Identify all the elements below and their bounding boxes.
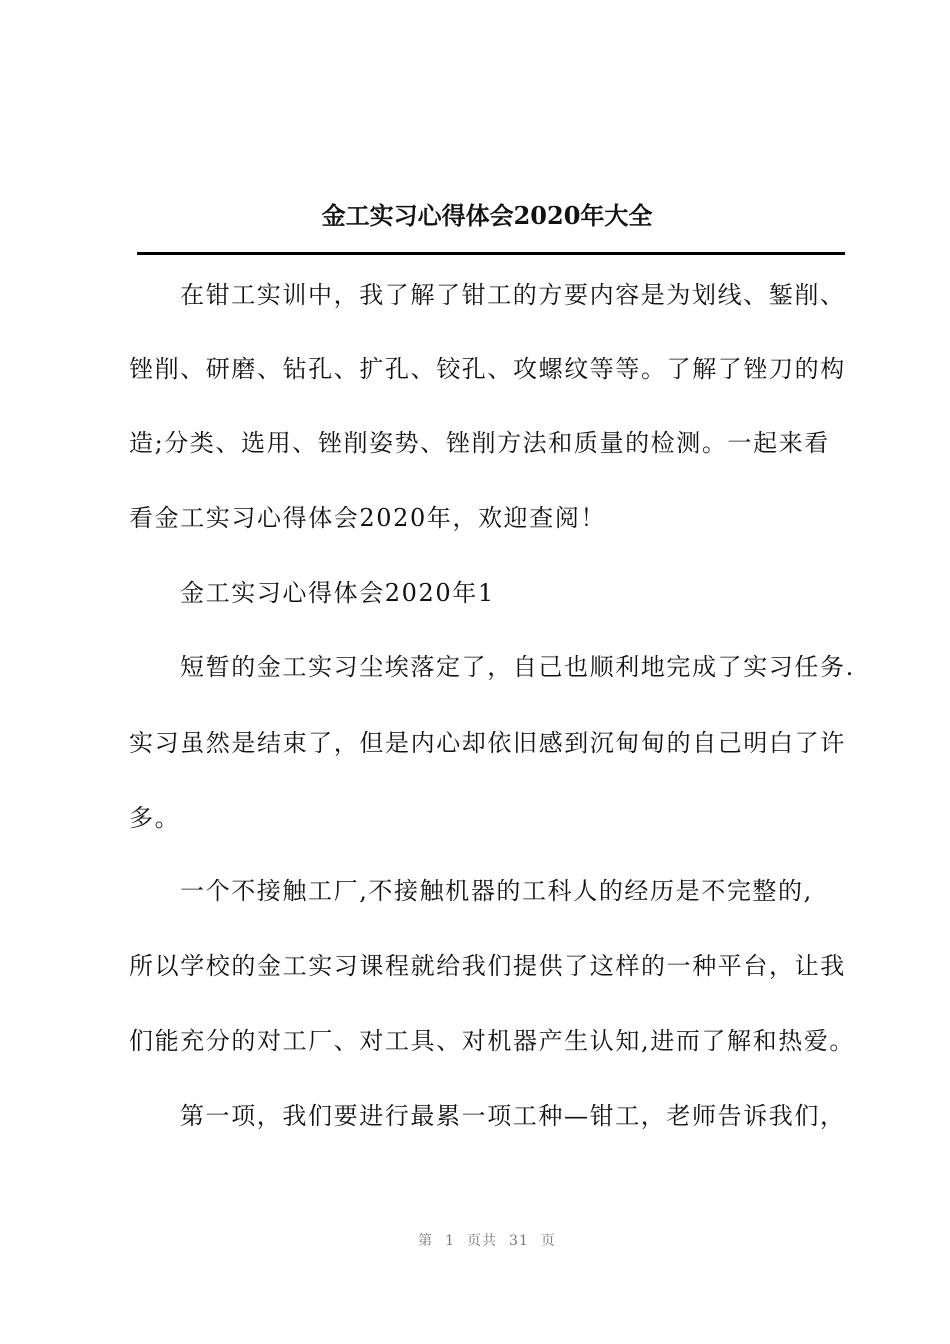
footer-page-suffix: 页 (540, 1233, 556, 1249)
body-line-2: 锉削、研磨、钻孔、扩孔、铰孔、攻螺纹等等。了解了锉刀的构 (129, 355, 846, 383)
body-line-7: 实习虽然是结束了，但是内心却依旧感到沉甸甸的自己明白了许 (129, 729, 846, 757)
body-line-11: 们能充分的对工厂、对工具、对机器产生认知,进而了解和热爱。 (129, 1027, 856, 1055)
body-line-12: 第一项，我们要进行最累一项工种—钳工，老师告诉我们， (180, 1102, 846, 1130)
body-line-8: 多。 (129, 804, 181, 832)
body-line-3: 造;分类、选用、锉削姿势、锉削方法和质量的检测。一起来看 (129, 429, 830, 457)
section-heading-1: 金工实习心得体会2020年1 (180, 579, 495, 607)
body-line-9: 一个不接触工厂,不接触机器的工科人的经历是不完整的, (180, 877, 813, 905)
footer-total-label: 页共 (467, 1233, 498, 1249)
title-underline (137, 252, 845, 255)
footer-page-number: 1 (445, 1233, 456, 1249)
document-title: 金工实习心得体会2020年大全 (321, 201, 653, 230)
body-line-1: 在钳工实训中，我了解了钳工的方要内容是为划线、錾削、 (180, 281, 846, 309)
footer-total-pages: 31 (509, 1233, 529, 1249)
body-line-10: 所以学校的金工实习课程就给我们提供了这样的一种平台，让我 (129, 952, 846, 980)
body-line-4: 看金工实习心得体会2020年，欢迎查阅！ (129, 504, 607, 532)
body-line-6: 短暂的金工实习尘埃落定了，自己也顺利地完成了实习任务. (180, 653, 855, 681)
page-footer (0, 1230, 950, 1250)
footer-page-label: 第 (418, 1233, 434, 1249)
